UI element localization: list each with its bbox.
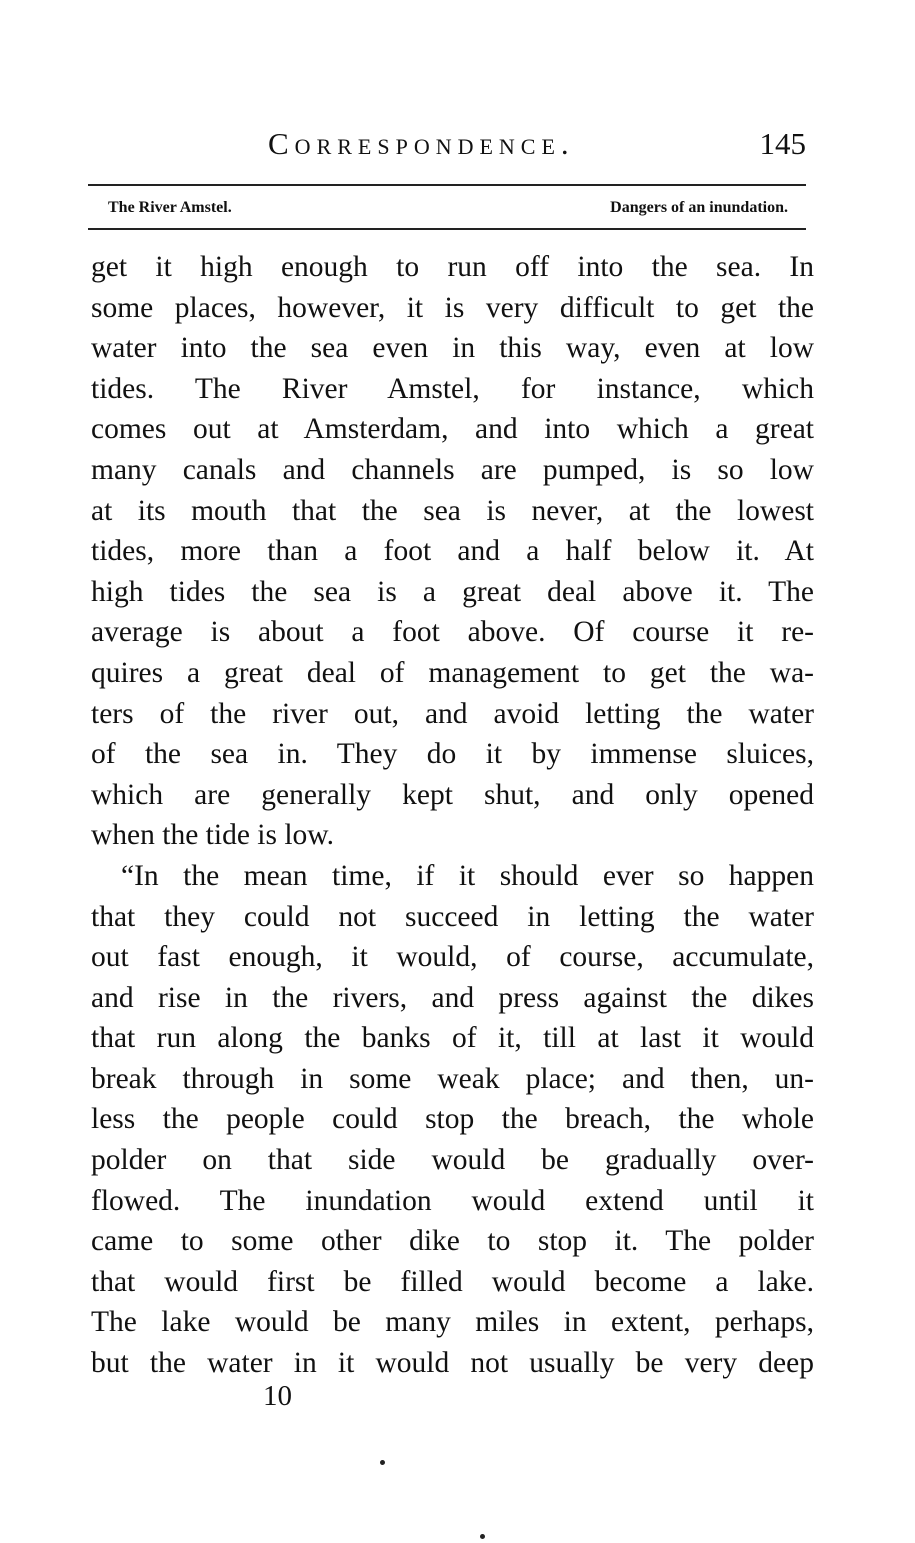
header-rule-top bbox=[88, 184, 806, 186]
text-line: came to some other dike to stop it. The polder bbox=[91, 1225, 814, 1258]
text-line: that would first be filled would become a lake. bbox=[91, 1265, 814, 1298]
body-text bbox=[91, 247, 814, 1384]
text-line: get it high enough to run off into the sea. In bbox=[91, 251, 814, 283]
paragraph-end-line: when the tide is low. bbox=[91, 819, 335, 852]
signature-mark: 10 bbox=[263, 1380, 292, 1412]
text-line: which are generally kept shut, and only opened bbox=[91, 778, 814, 811]
text-line: many canals and channels are pumped, is so low bbox=[91, 453, 814, 486]
text-line: that run along the banks of it, till at last it would bbox=[91, 1022, 814, 1055]
text-line: of the sea in. They do it by immense sluices, bbox=[91, 738, 814, 771]
text-line: flowed. The inundation would extend until it bbox=[91, 1184, 814, 1217]
text-line: polder on that side would be gradually over- bbox=[91, 1144, 814, 1177]
text-line: and rise in the rivers, and press against the dikes bbox=[91, 981, 814, 1014]
paragraph-start-line: “In the mean time, if it should ever so happen bbox=[121, 859, 814, 892]
header-rule-bottom bbox=[88, 228, 806, 230]
marginal-note-left: The River Amstel. bbox=[108, 199, 232, 216]
page-number: 145 bbox=[759, 126, 806, 161]
text-line: tides. The River Amstel, for instance, which bbox=[91, 372, 814, 405]
ink-speck bbox=[480, 1534, 485, 1539]
text-line: break through in some weak place; and then, un- bbox=[91, 1062, 814, 1095]
ink-speck bbox=[380, 1460, 385, 1465]
running-title: Correspondence. bbox=[268, 126, 575, 161]
text-line: some places, however, it is very difficult to get the bbox=[91, 291, 814, 324]
text-line: water into the sea even in this way, even at low bbox=[91, 332, 814, 365]
text-line: comes out at Amsterdam, and into which a great bbox=[91, 413, 814, 446]
running-head bbox=[88, 126, 806, 170]
text-line: but the water in it would not usually be very deep bbox=[91, 1347, 814, 1380]
marginal-note-right: Dangers of an inundation. bbox=[610, 199, 788, 216]
text-line: high tides the sea is a great deal above it. The bbox=[91, 575, 814, 608]
text-line: tides, more than a foot and a half below it. At bbox=[91, 535, 814, 568]
text-line: less the people could stop the breach, the whole bbox=[91, 1103, 814, 1136]
text-line: average is about a foot above. Of course it re- bbox=[91, 616, 814, 649]
text-line: out fast enough, it would, of course, accumulate, bbox=[91, 941, 814, 974]
text-line: ters of the river out, and avoid letting the water bbox=[91, 697, 814, 730]
text-line: quires a great deal of management to get the wa- bbox=[91, 656, 814, 689]
text-line: The lake would be many miles in extent, perhaps, bbox=[91, 1306, 814, 1339]
text-line: that they could not succeed in letting the water bbox=[91, 900, 814, 933]
text-line: at its mouth that the sea is never, at the lowest bbox=[91, 494, 814, 527]
